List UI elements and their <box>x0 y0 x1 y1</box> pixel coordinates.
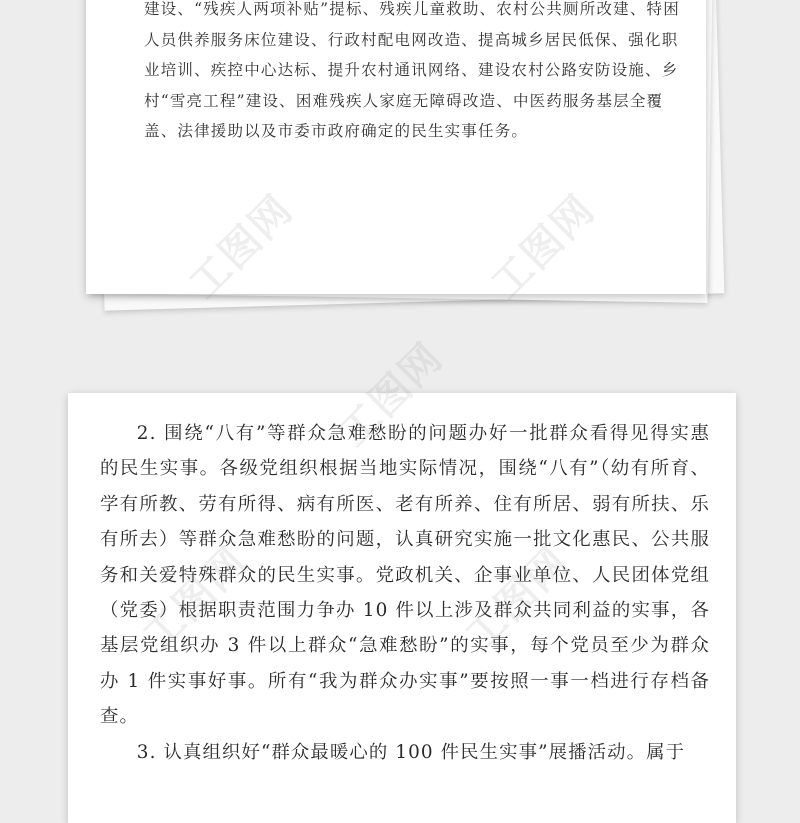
top-card-text <box>144 0 684 147</box>
paragraph-item-2: 2. 围绕“八有”等群众急难愁盼的问题办好一批群众看得见得实惠的民生实事。各级党组织根据当地实际情况，围绕“八有”（幼有所育、学有所教、劳有所得、病有所医、老有所养、住有所居、弱有所扶、乐有所去）等群众急难愁盼的问题，认真研究实施一批文化惠民、公共服务和关爱特殊群众的民生实事。党政机关、企事业单位、人民团体党组（党委）根据职责范围力争办 10 件以上涉及群众共同利益的实事，各基层党组织办 3 件以上群众“急难愁盼”的实事，每个党员至少为群众办 1 件实事好事。所有“我为群众办实事”要按照一事一档进行存档备查。 <box>100 423 710 728</box>
paragraph-item-3: 3. 认真组织好“群众最暖心的 100 件民生实事”展播活动。属于 <box>136 741 686 763</box>
top-card-paragraph: 建设、“残疾人两项补贴”提标、残疾儿童救助、农村公共厕所改建、特困人员供养服务床位建设、行政村配电网改造、提高城乡居民低保、强化职业培训、疾控中心达标、提升农村通讯网络、建设农村公路安防设施、乡村“雪亮工程”建设、困难残疾人家庭无障碍改造、中医药服务基层全覆盖、法律援助以及市委市政府确定的民生实事任务。 <box>144 0 680 140</box>
document-card <box>68 393 736 823</box>
document-content <box>100 416 710 770</box>
